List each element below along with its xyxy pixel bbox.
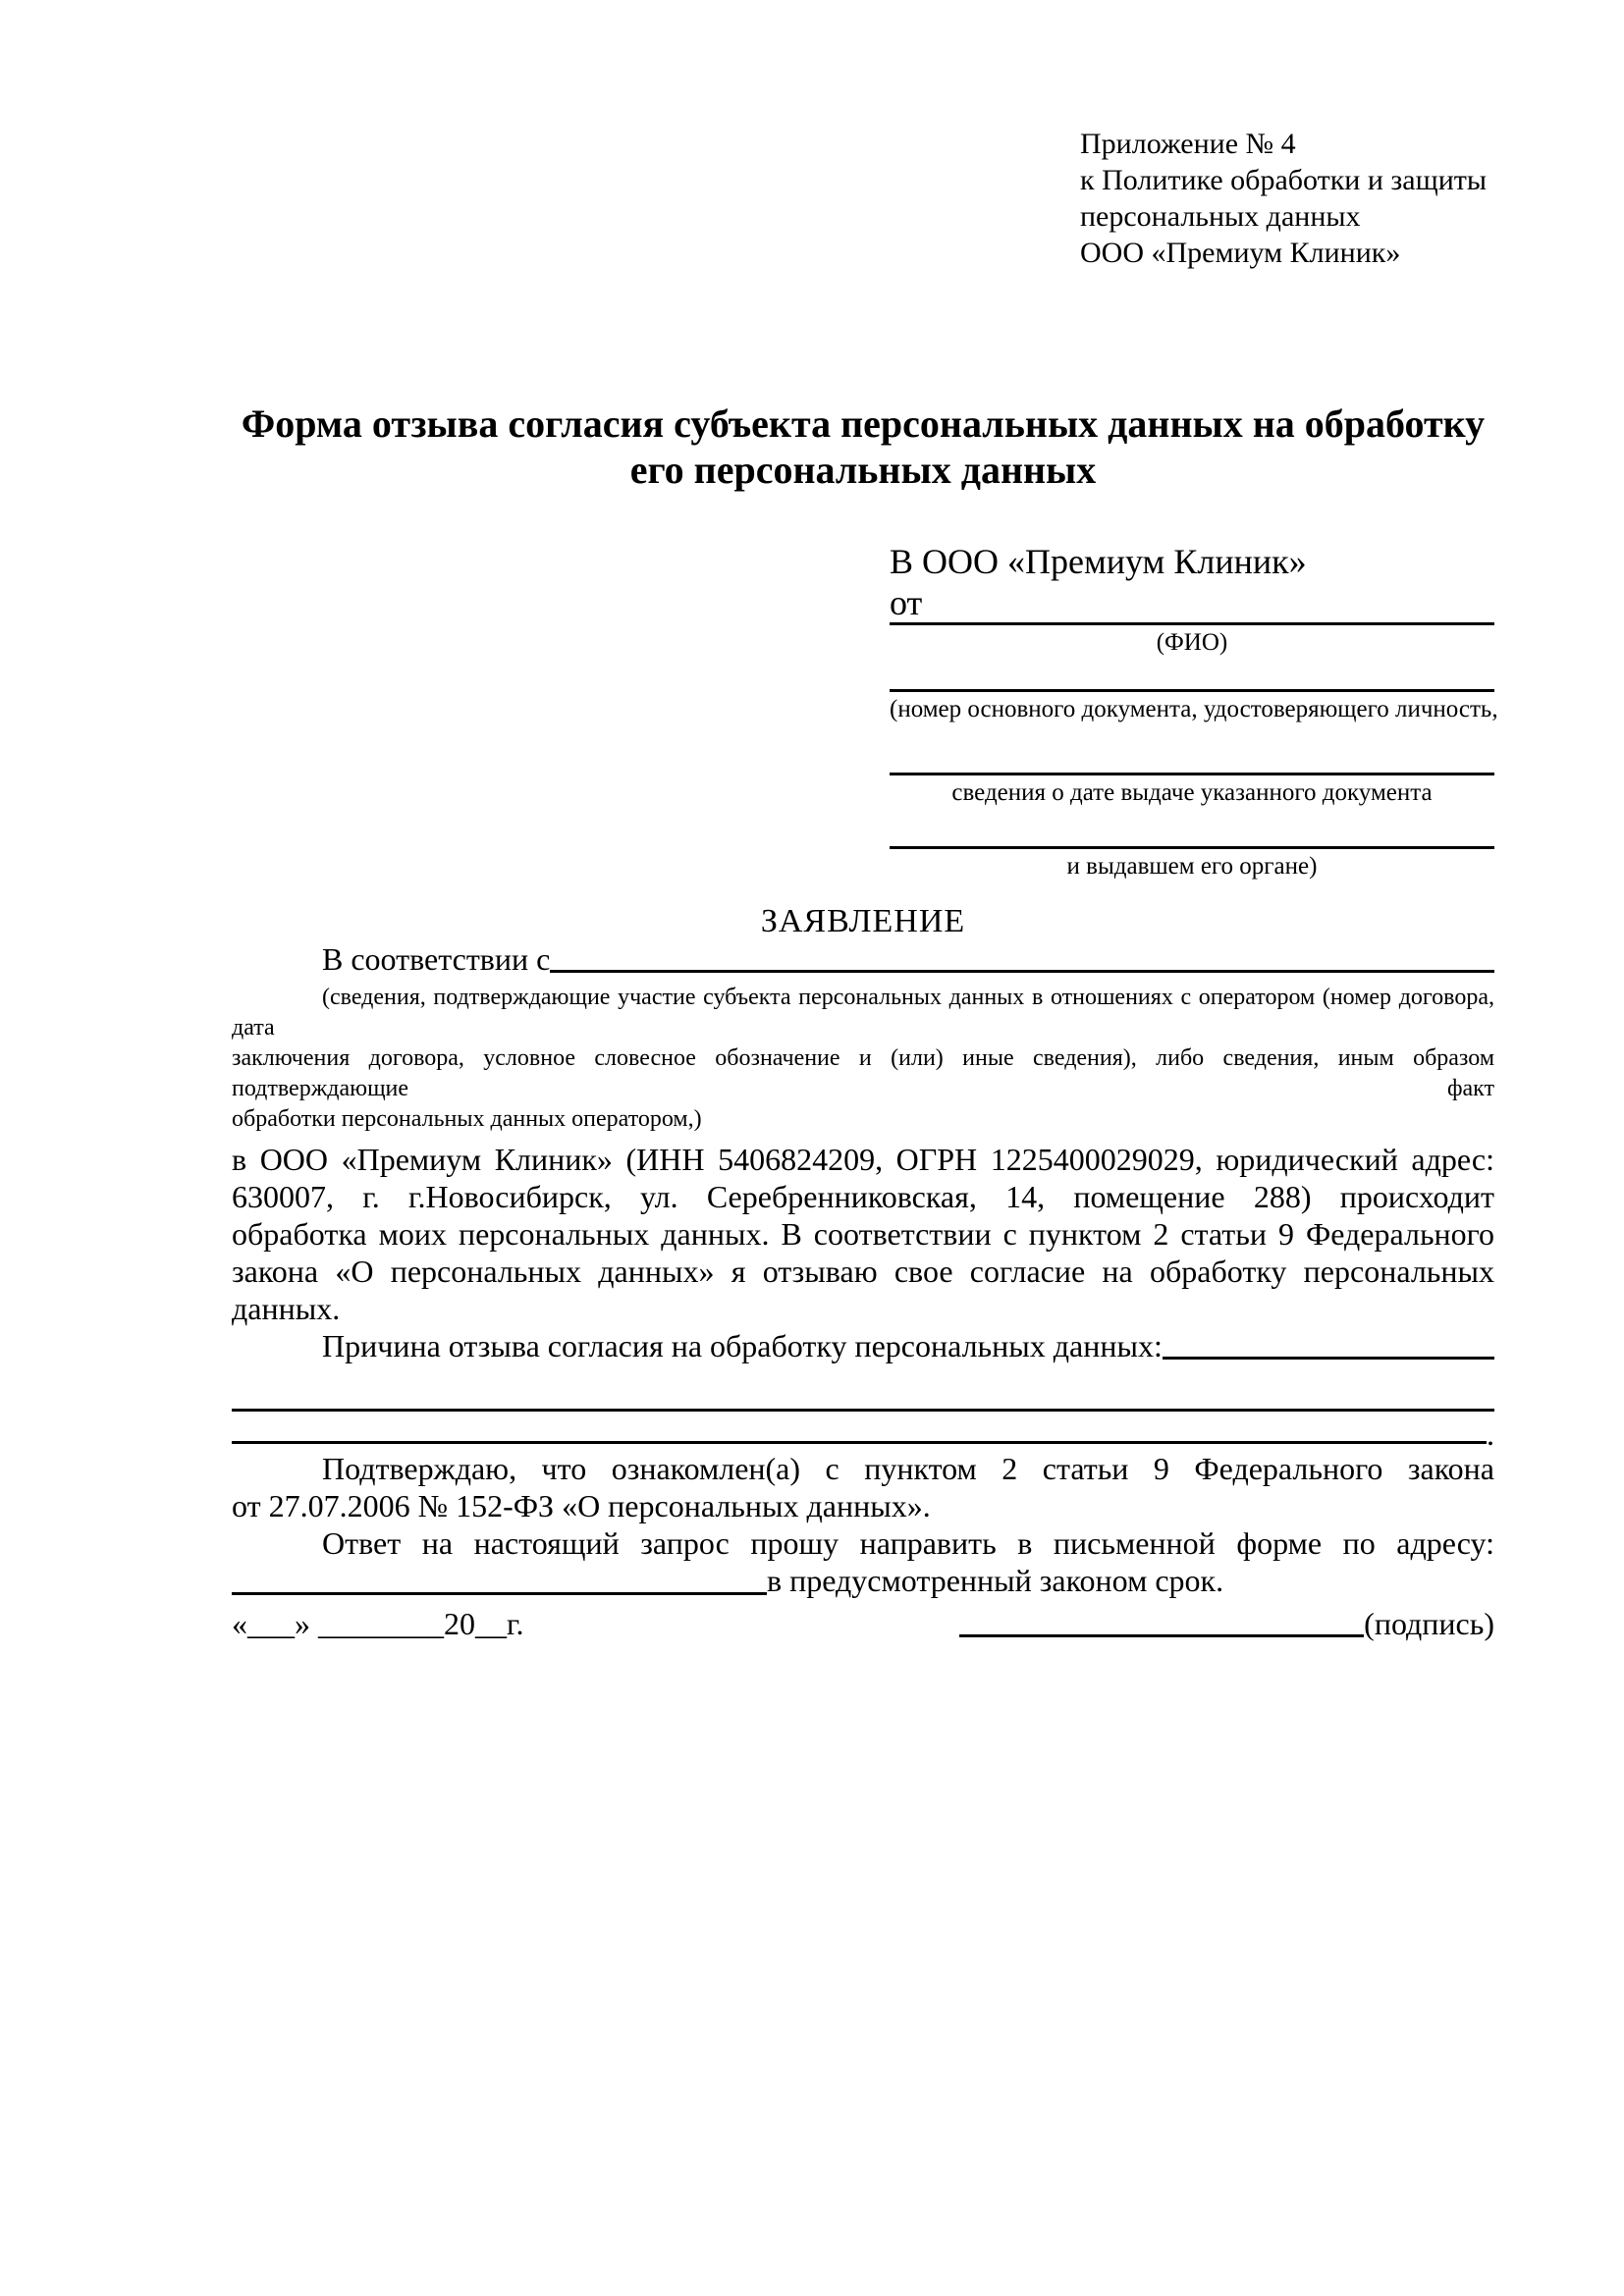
header-note-line-2: к Политике обработки и защиты (1080, 164, 1488, 196)
statement-section (232, 903, 1494, 1599)
confirm-line-2: от 27.07.2006 № 152-ФЗ «О персональных данных». (232, 1488, 931, 1523)
note-line-3: обработки персональных данных оператором,) (232, 1106, 702, 1132)
issue-date-blank-line (890, 724, 1494, 775)
issuing-authority-caption: и выдавшем его органе) (1066, 853, 1318, 880)
confirm-line-1: Подтверждаю, что ознакомлен(а) с пунктом 2 статьи 9 Федерального закона (322, 1451, 1494, 1486)
intro-row (232, 940, 1494, 978)
issuing-authority-blank-line (890, 808, 1494, 849)
header-note-line-1: Приложение № 4 (1080, 128, 1296, 160)
document-number-caption: (номер основного документа, удостоверяющего личность, (890, 696, 1498, 722)
signature-area (959, 1604, 1494, 1643)
signature-blank-line (959, 1634, 1364, 1637)
intro-prefix: В соответствии с (322, 941, 551, 977)
body-line-5: данных. (232, 1291, 341, 1326)
reason-row (232, 1327, 1494, 1364)
reason-blank-line-3 (232, 1412, 1494, 1452)
reason-blank-line-2 (232, 1364, 1494, 1412)
body-line-3: обработка моих персональных данных. В соответствии с пунктом 2 статьи 9 Федерального (232, 1216, 1494, 1252)
statement-heading: ЗАЯВЛЕНИЕ (760, 903, 966, 939)
note-line-2: заключения договора, условное словесное обозначение и (или) иные сведения), либо сведения, иным образом подтверждающие факт (232, 1045, 1494, 1101)
document-number-blank-line (890, 658, 1494, 692)
body-line-1: в ООО «Премиум Клиник» (ИНН 5406824209, ОГРН 1225400029029, юридический адрес: (232, 1142, 1494, 1177)
blank-line-terminator: . (1487, 1416, 1494, 1452)
body-line-2: 630007, г. г.Новосибирск, ул. Серебренниковская, 14, помещение 288) происходит (232, 1179, 1494, 1214)
body-line-4: закона «О персональных данных» я отзываю свое согласие на обработку персональных (232, 1254, 1494, 1289)
reply-address-blank-line (232, 1592, 767, 1595)
issue-date-caption: сведения о дате выдаче указанного документа (951, 779, 1433, 806)
intro-note (232, 983, 1494, 1135)
fio-caption: (ФИО) (1156, 629, 1228, 656)
intro-blank-line (550, 970, 1494, 973)
date-placeholder: «___» ________20__г. (232, 1606, 524, 1641)
note-line-1: (сведения, подтверждающие участие субъекта персональных данных в отношениях с оператором (номер договора, дата (232, 985, 1494, 1041)
reason-blank-line-3-rule (232, 1441, 1487, 1444)
body-paragraph (232, 1141, 1494, 1327)
reason-label: Причина отзыва согласия на обработку персональных данных: (322, 1328, 1163, 1363)
reply-line-1: Ответ на настоящий запрос прошу направить в письменной форме по адресу: (322, 1525, 1494, 1561)
title-line-1: Форма отзыва согласия субъекта персональных данных на обработку (241, 401, 1486, 446)
title-line-2: его персональных данных (629, 448, 1097, 492)
signature-row (232, 1604, 1494, 1643)
confirm-paragraph (232, 1450, 1494, 1524)
reply-paragraph (232, 1524, 1494, 1599)
header-note (1080, 126, 1502, 271)
reply-suffix: в предусмотренный законом срок. (767, 1563, 1224, 1598)
reason-blank-line (1163, 1357, 1494, 1360)
reply-line-2 (232, 1562, 1494, 1599)
addressee-block (890, 540, 1498, 881)
header-note-line-4: ООО «Премиум Клиник» (1080, 237, 1401, 269)
addressee-company: В ООО «Премиум Клиник» (890, 542, 1307, 581)
document-title (232, 400, 1494, 493)
addressee-from-label: от (890, 583, 1494, 625)
signature-caption: (подпись) (1364, 1606, 1494, 1641)
header-note-line-3: персональных данных (1080, 200, 1361, 233)
